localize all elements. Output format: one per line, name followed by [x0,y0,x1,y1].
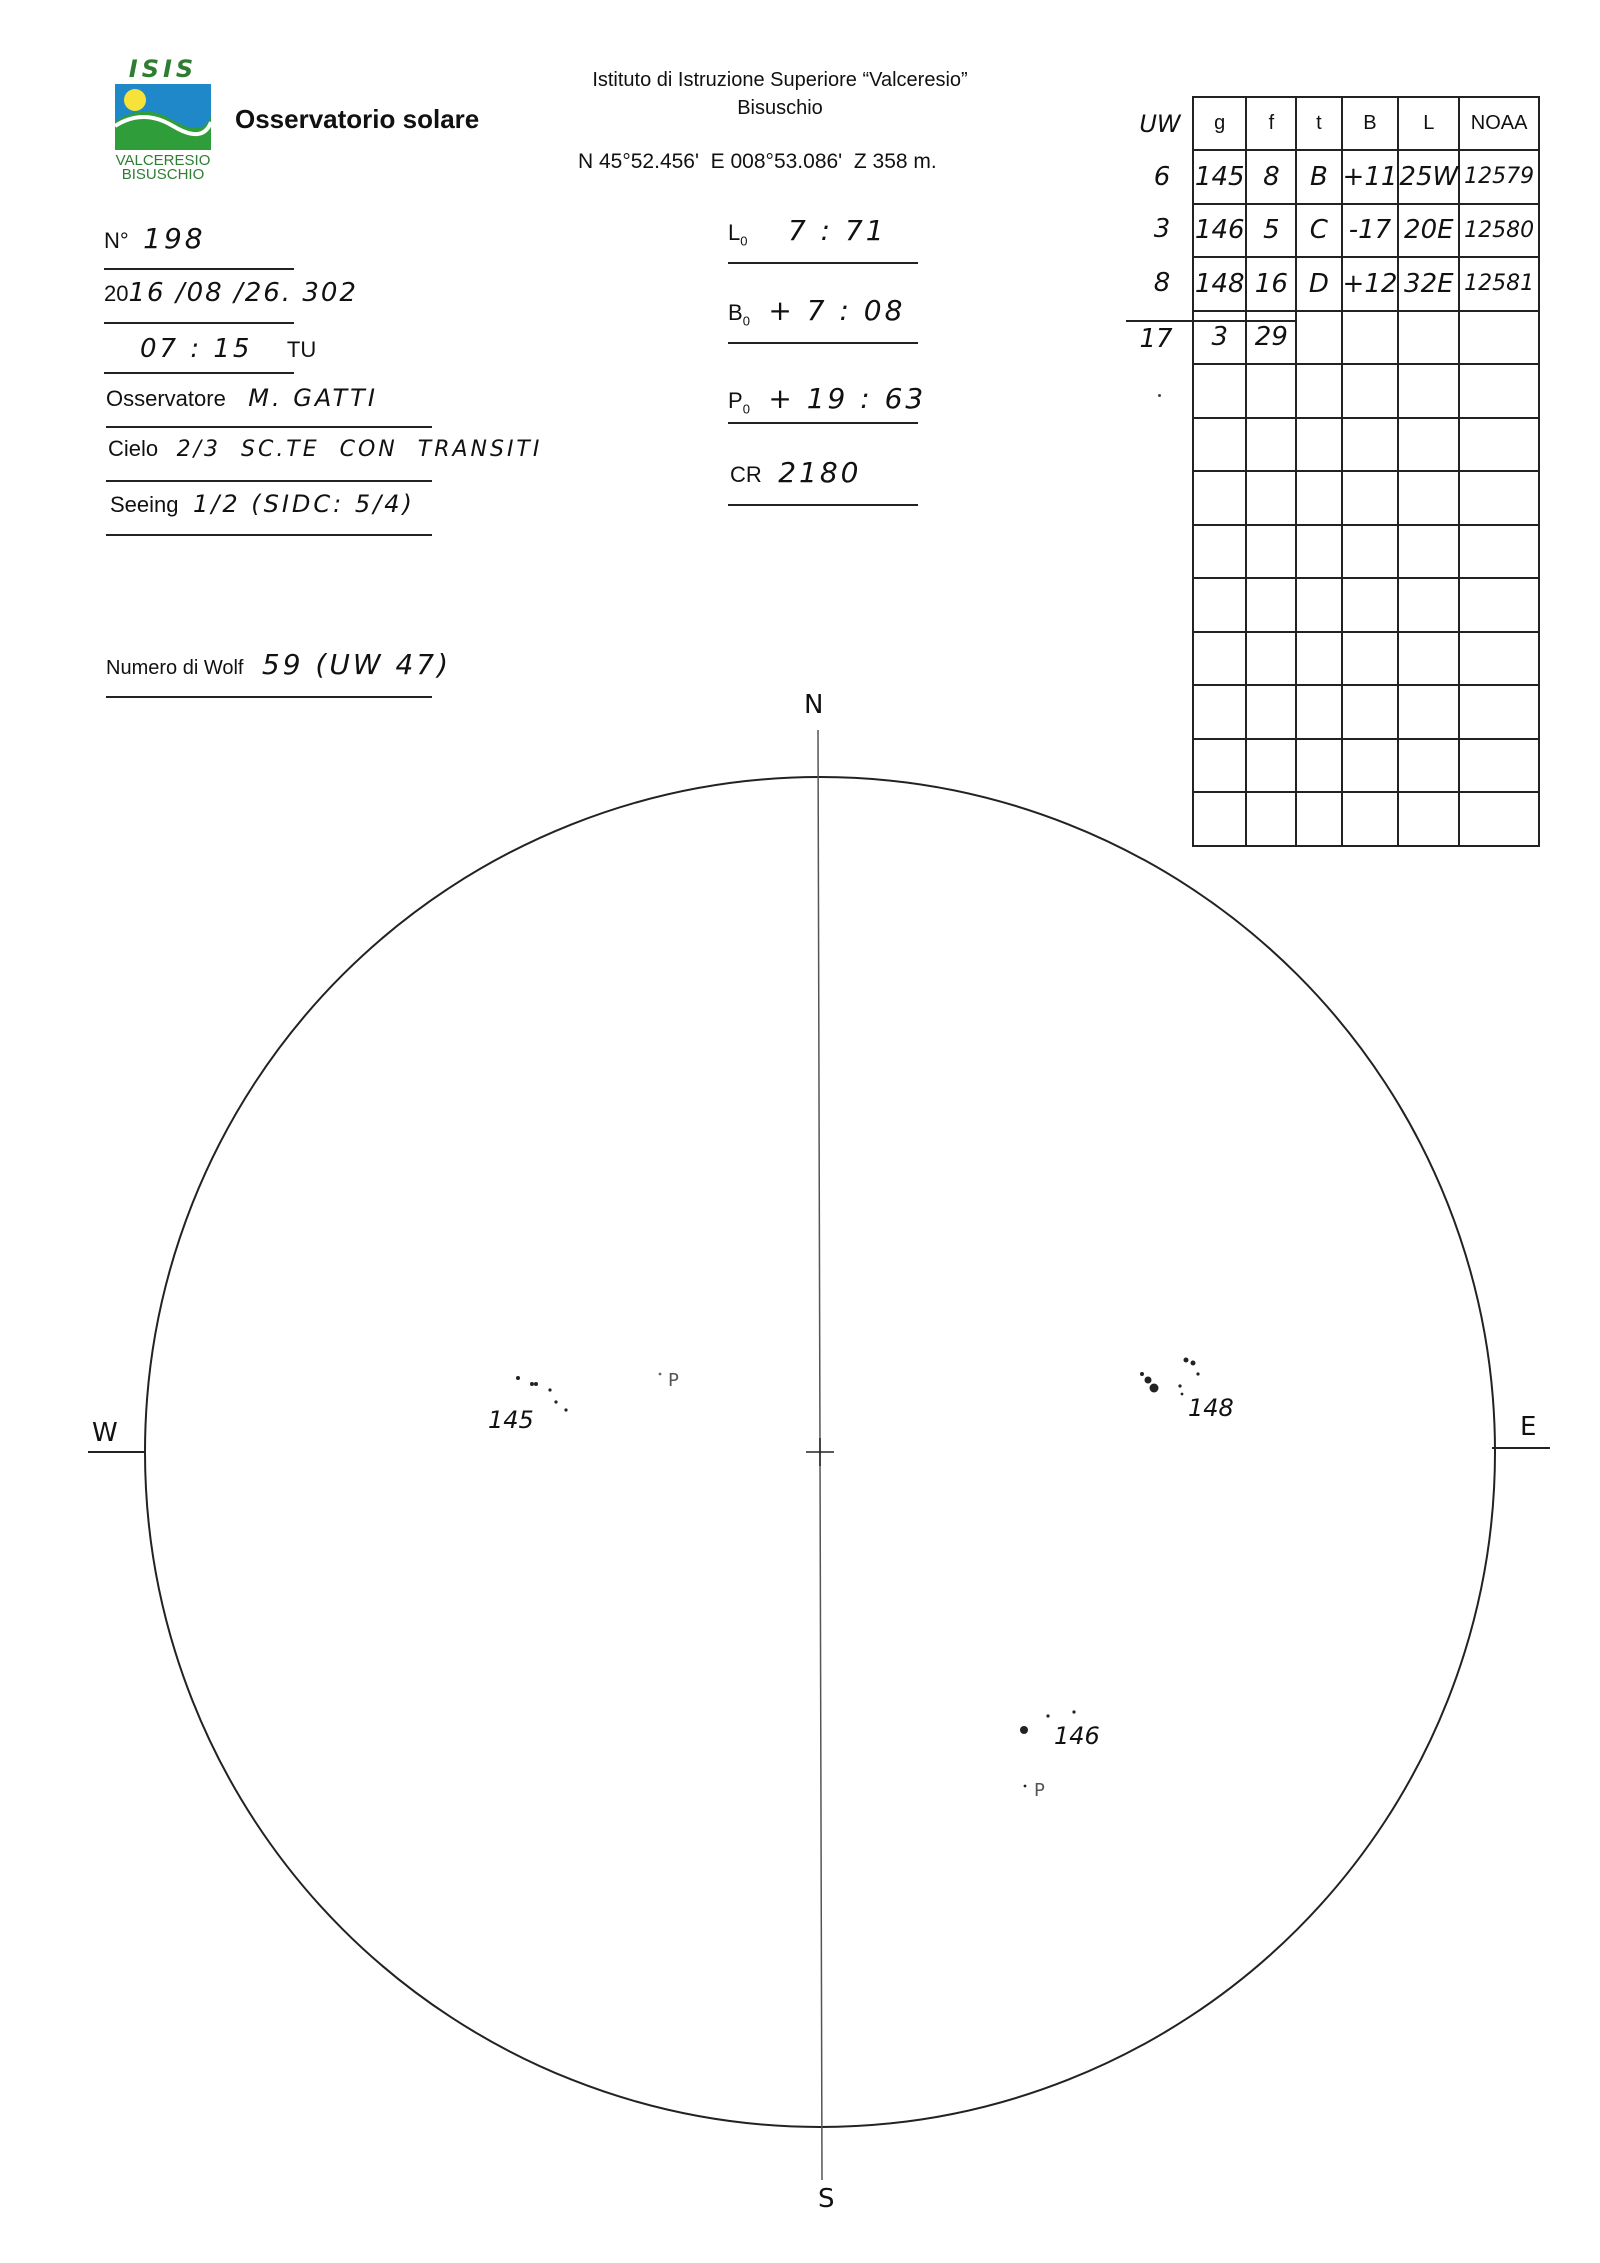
number-underline [104,268,294,270]
sky-underline [106,480,432,482]
table-cell [1459,311,1539,365]
l0-value: 7 : 71 [787,214,887,247]
seeing-underline [106,534,432,536]
table-cell [1193,578,1246,632]
header-l: L [1398,97,1459,150]
table-cell [1398,364,1459,418]
wolf-label: Numero di Wolf [106,657,244,679]
table-empty-row [1193,525,1539,579]
sunspot-group-148 [1140,1358,1200,1396]
institute-line-2: Bisuschio [737,97,823,119]
p0-label: $P_0$ [728,388,750,417]
table-cell [1459,525,1539,579]
table-cell: C [1296,204,1341,258]
l0-label: $L_0$ [728,220,748,249]
header-f: f [1246,97,1296,150]
time-unit: TU [286,337,317,362]
logo-emblem-icon [113,82,213,154]
west-label: W [92,1418,118,1448]
uw-total: 17 [1139,324,1173,354]
north-label: N [804,690,824,720]
table-cell [1296,418,1341,472]
cr-field [730,456,862,489]
sky-value: 2/3 SC.TE CON TRANSITI [176,437,543,462]
table-cell [1246,418,1296,472]
table-cell [1398,632,1459,686]
table-cell [1459,471,1539,525]
table-cell: 8 [1246,150,1296,204]
wolf-value: 59 (UW 47) [261,648,451,681]
table-cell [1398,418,1459,472]
table-empty-row [1193,578,1539,632]
p0-underline [728,422,918,424]
table-cell: 146 [1193,204,1246,258]
p-mark-1: P [668,1370,679,1391]
table-cell [1296,578,1341,632]
logo-caption-1: VALCERESIO [115,152,211,169]
b0-field [728,294,905,328]
institute-name [520,66,1040,122]
south-label: S [818,2184,835,2214]
table-cell: -17 [1342,204,1399,258]
header-b: B [1342,97,1399,150]
b0-value: + 7 : 08 [768,294,906,327]
table-empty-row [1193,364,1539,418]
number-label: N° [104,228,129,253]
observer-underline [106,426,432,428]
cr-underline [728,504,918,506]
table-cell [1342,471,1399,525]
sky-label: Cielo [108,436,159,461]
logo [108,55,218,188]
seeing-field [110,490,415,518]
header-t: t [1296,97,1341,150]
table-empty-row [1193,471,1539,525]
observation-time [140,334,316,364]
time-value: 07 : 15 [140,334,253,364]
sky-field [108,436,542,462]
time-underline [104,372,294,374]
uw-row-2: 3 [1153,214,1171,244]
table-empty-row [1193,418,1539,472]
group-label-146: 146 [1054,1722,1100,1750]
table-cell [1459,578,1539,632]
table-cell: 148 [1193,257,1246,311]
logo-caption-2: BISUSCHIO [121,166,205,183]
date-underline [104,322,294,324]
observer-field [106,384,378,412]
table-cell [1296,632,1341,686]
observer-value: M. GATTI [248,384,378,412]
table-cell [1398,311,1459,365]
seeing-label: Seeing [110,492,179,517]
logo-wordmark: ISIS [128,55,198,83]
table-empty-row [1193,632,1539,686]
table-cell: 3 [1193,311,1246,365]
table-cell [1342,578,1399,632]
table-cell [1398,578,1459,632]
table-cell [1398,525,1459,579]
solar-disk-drawing [0,700,1600,2260]
seeing-value: 1/2 (SIDC: 5/4) [192,490,415,518]
table-cell [1342,525,1399,579]
table-cell: 12579 [1459,150,1539,204]
table-cell [1342,418,1399,472]
table-cell: 25W [1398,150,1459,204]
wolf-number-field [106,648,451,681]
table-cell [1193,525,1246,579]
table-cell [1246,525,1296,579]
group-label-145: 145 [488,1406,534,1434]
table-cell: 16 [1246,257,1296,311]
table-cell [1459,632,1539,686]
date-prefix: 20 [104,281,129,306]
table-cell [1246,471,1296,525]
station-coordinates: N 45°52.456' E 008°53.086' Z 358 m. [578,150,937,173]
table-cell: D [1296,257,1341,311]
cr-value: 2180 [778,456,862,489]
table-cell [1246,364,1296,418]
number-value: 198 [143,222,206,255]
table-cell [1342,364,1399,418]
table-cell [1296,364,1341,418]
table-total-row [1193,311,1539,365]
table-cell [1296,525,1341,579]
observation-number [104,222,206,255]
b0-underline [728,342,918,344]
table-cell: +11 [1342,150,1399,204]
table-cell: +12 [1342,257,1399,311]
table-cell [1246,632,1296,686]
table-cell: 145 [1193,150,1246,204]
uw-row-1: 6 [1153,162,1171,192]
table-row [1193,150,1539,204]
table-cell [1193,471,1246,525]
uw-header: UW [1139,110,1181,138]
l0-field [728,214,887,248]
date-value: 16 /08 /26. 302 [128,278,358,308]
observer-label: Osservatore [106,386,226,411]
p0-field [728,382,926,416]
table-cell: 12581 [1459,257,1539,311]
table-cell [1459,418,1539,472]
table-cell: 29 [1246,311,1296,365]
table-header-row [1193,97,1539,150]
b0-label: $B_0$ [728,300,750,329]
page-title: Osservatorio solare [235,104,480,134]
table-row [1193,204,1539,258]
institute-line-1: Istituto di Istruzione Superiore “Valceresio” [592,69,968,91]
east-label: E [1520,1412,1537,1442]
l0-underline [728,262,918,264]
table-cell [1193,632,1246,686]
table-cell: 20E [1398,204,1459,258]
group-label-148: 148 [1188,1394,1234,1422]
faint-dot [659,1373,662,1376]
table-row [1193,257,1539,311]
table-cell [1342,311,1399,365]
table-cell [1398,471,1459,525]
table-cell: 5 [1246,204,1296,258]
table-cell [1459,364,1539,418]
wolf-underline [106,696,432,698]
table-cell [1193,418,1246,472]
table-cell [1296,471,1341,525]
p0-value: + 19 : 63 [768,382,927,415]
observation-date [104,278,358,308]
table-cell: B [1296,150,1341,204]
table-cell [1342,632,1399,686]
uw-dot [1158,394,1161,397]
table-cell: 12580 [1459,204,1539,258]
p-mark-2: P [1034,1780,1045,1801]
table-cell [1296,311,1341,365]
table-cell [1193,364,1246,418]
header-noaa: NOAA [1459,97,1539,150]
header-g: g [1193,97,1246,150]
uw-row-3: 8 [1153,268,1171,298]
cr-label: CR [730,462,762,487]
table-cell [1246,578,1296,632]
table-cell: 32E [1398,257,1459,311]
